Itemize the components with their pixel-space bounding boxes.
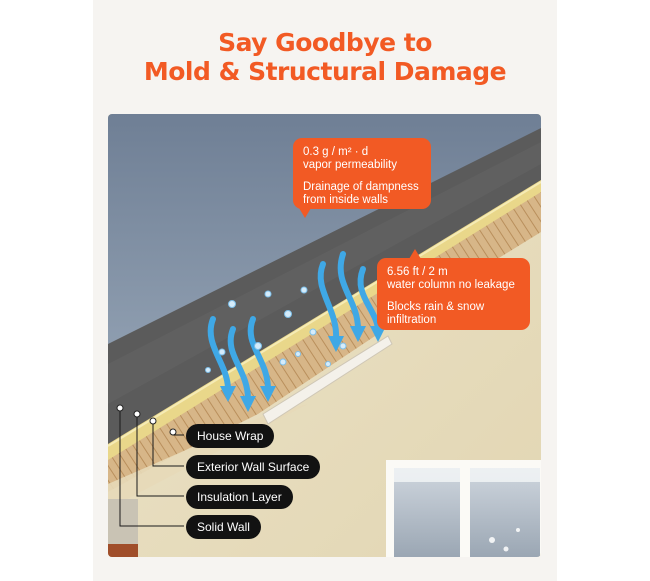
layer-label-solid-wall: Solid Wall	[186, 515, 261, 539]
layer-label-exterior-wall-surface: Exterior Wall Surface	[186, 455, 320, 479]
roof-cross-section-illustration	[108, 114, 541, 557]
water-column-label: water column no leakage	[387, 279, 515, 291]
dampness-drainage-line-1: Drainage of dampness	[303, 181, 419, 193]
water-column-value: 6.56 ft / 2 m	[387, 266, 448, 278]
vapor-permeability-value: 0.3 g / m² · d	[303, 146, 369, 158]
headline-line-2: Mold & Structural Damage	[143, 57, 507, 86]
rain-snow-line-2: infiltration	[387, 314, 437, 326]
layer-label-insulation-layer: Insulation Layer	[186, 485, 293, 509]
layer-label-house-wrap: House Wrap	[186, 424, 274, 448]
rain-snow-line-1: Blocks rain & snow	[387, 301, 485, 313]
vapor-permeability-label: vapor permeability	[303, 159, 397, 171]
dampness-drainage-line-2: from inside walls	[303, 194, 388, 206]
headline	[0, 28, 650, 86]
water-column-callout	[377, 258, 530, 330]
vapor-permeability-callout	[293, 138, 431, 209]
headline-line-1: Say Goodbye to	[218, 28, 432, 57]
